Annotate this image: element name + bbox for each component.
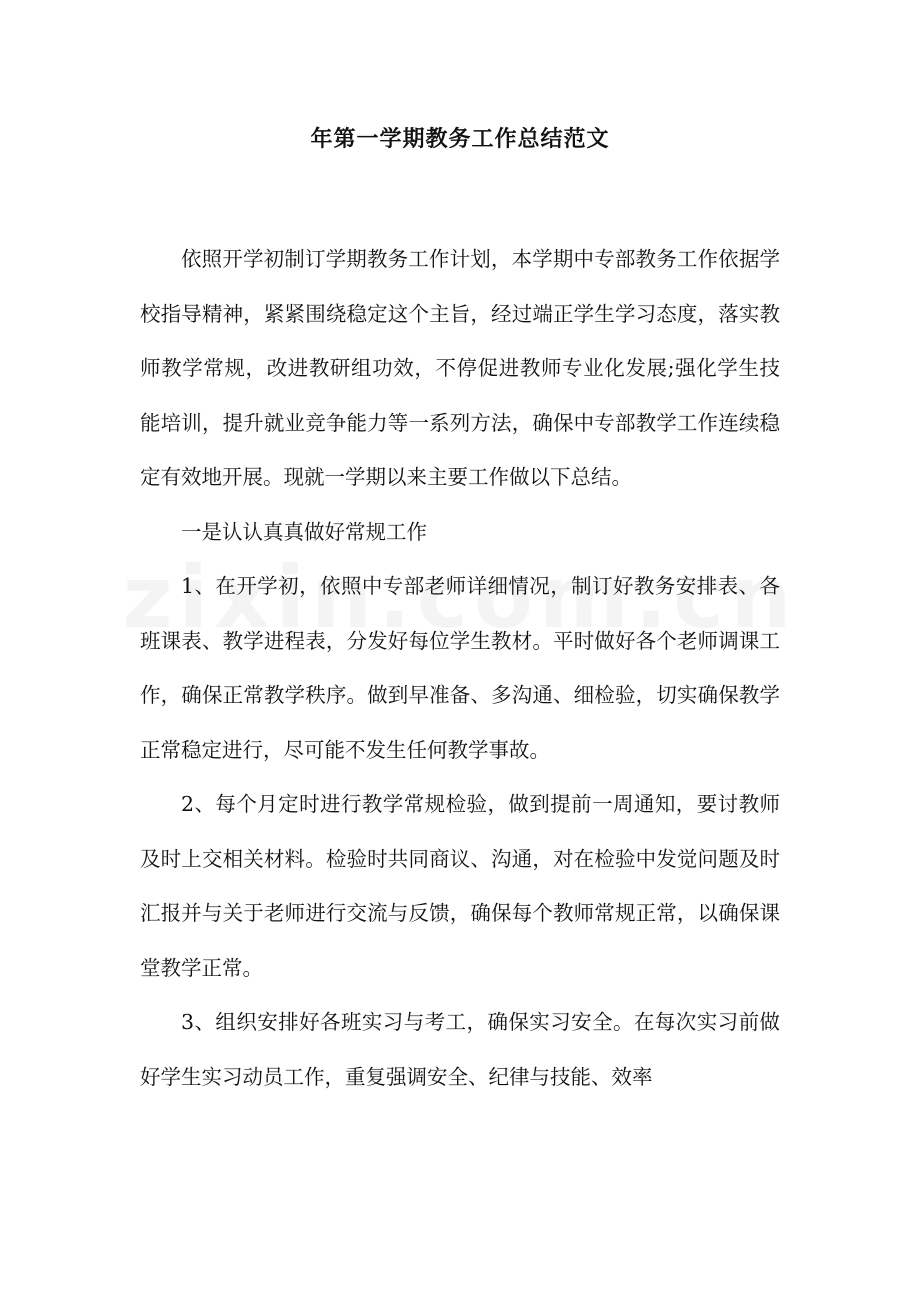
paragraph-intro: 依照开学初制订学期教务工作计划，本学期中专部教务工作依据学校指导精神，紧紧围绕稳定这个主旨，经过端正学生学习态度，落实教师教学常规，改进教研组功效，不停促进教师专业化发展;强化学生技能培训，提升就业竞争能力等一系列方法，确保中专部教学工作连续稳定有效地开展。现就一学期以来主要工作做以下总结。 [140, 247, 780, 489]
paragraph-item-3: 3、组织安排好各班实习与考工，确保实习安全。在每次实习前做好学生实习动员工作，重复强调安全、纪律与技能、效率 [140, 1010, 780, 1089]
paragraph-item-2: 2、每个月定时进行教学常规检验，做到提前一周通知，要讨教师及时上交相关材料。检验时共同商议、沟通，对在检验中发觉问题及时汇报并与关于老师进行交流与反馈，确保每个教师常规正常，以确保课堂教学正常。 [140, 792, 780, 980]
paragraph-item-1: 1、在开学初，依照中专部老师详细情况，制订好教务安排表、各班课表、教学进程表，分发好每位学生教材。平时做好各个老师调课工作，确保正常教学秩序。做到早准备、多沟通、细检验，切实确保教学正常稳定进行，尽可能不发生任何教学事故。 [140, 574, 780, 762]
document-title: 年第一学期教务工作总结范文 [310, 126, 610, 152]
document-body [140, 232, 780, 1104]
section-heading: 一是认认真真做好常规工作 [181, 519, 427, 544]
